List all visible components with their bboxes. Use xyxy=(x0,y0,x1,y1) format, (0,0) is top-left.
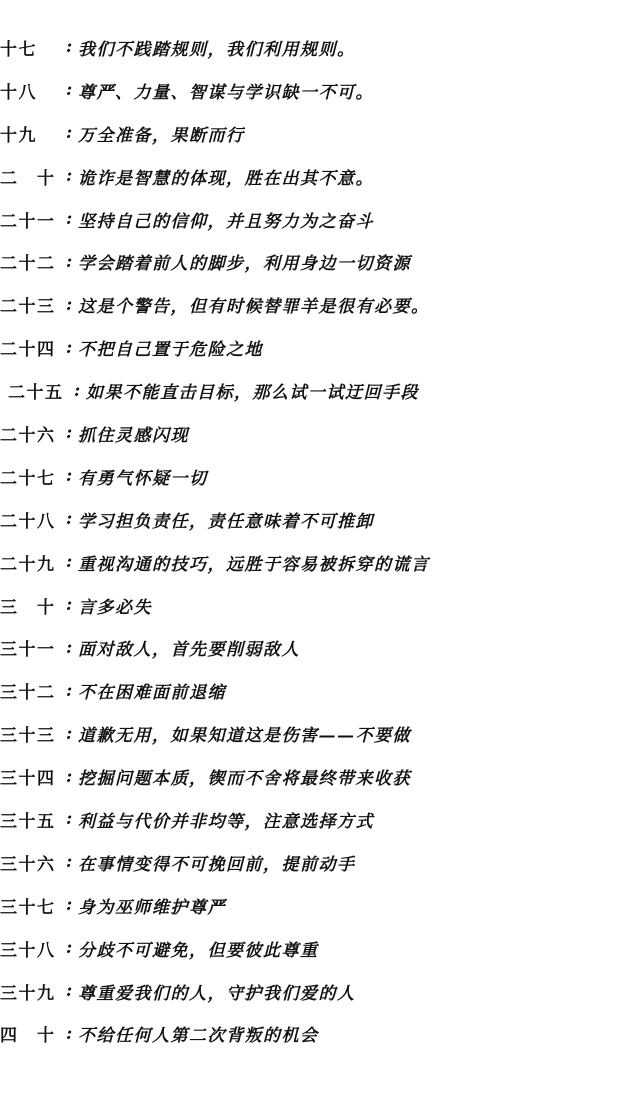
rule-separator: : xyxy=(66,37,74,58)
rule-text: 这是个警告，但有时候替罪羊是很有必要。 xyxy=(78,297,430,318)
rule-line xyxy=(0,712,640,755)
rule-line xyxy=(0,1012,640,1055)
rule-number: 三十六 xyxy=(0,854,56,875)
rule-separator: : xyxy=(66,466,74,487)
rule-separator: : xyxy=(66,852,74,873)
rule-number: 三十四 xyxy=(0,769,56,790)
rule-number: 十七 xyxy=(0,39,37,60)
rule-separator: : xyxy=(74,380,82,401)
rule-separator: : xyxy=(66,680,74,701)
rule-number: 二十一 xyxy=(0,211,56,232)
rule-separator: : xyxy=(66,423,74,444)
rule-separator: : xyxy=(66,80,74,101)
rule-separator: : xyxy=(66,637,74,658)
rule-text: 学习担负责任，责任意味着不可推卸 xyxy=(78,511,374,532)
rule-number: 二十三 xyxy=(0,297,56,318)
rule-text: 抓住灵感闪现 xyxy=(78,425,189,446)
rule-number: 二十六 xyxy=(0,425,56,446)
rule-line xyxy=(0,755,640,798)
rule-separator: : xyxy=(66,938,74,959)
rule-line xyxy=(0,798,640,841)
rule-number: 三 十 xyxy=(0,597,56,618)
rule-separator: : xyxy=(66,552,74,573)
rule-separator: : xyxy=(66,895,74,916)
rule-text: 学会踏着前人的脚步，利用身边一切资源 xyxy=(78,254,411,275)
rule-line xyxy=(0,198,640,241)
rule-line xyxy=(0,155,640,198)
rule-separator: : xyxy=(66,209,74,229)
rule-line xyxy=(0,26,640,69)
rule-number: 二十五 xyxy=(8,383,64,404)
rule-text: 有勇气怀疑一切 xyxy=(78,468,208,489)
rule-separator: : xyxy=(66,337,74,358)
rule-text: 坚持自己的信仰，并且努力为之奋斗 xyxy=(78,211,374,232)
rule-separator: : xyxy=(66,809,74,830)
rule-separator: : xyxy=(66,166,74,187)
rule-text: 尊严、力量、智谋与学识缺一不可。 xyxy=(78,82,374,103)
rule-line xyxy=(0,240,640,283)
rule-text: 不在困难面前退缩 xyxy=(78,683,226,704)
rule-text: 不给任何人第二次背叛的机会 xyxy=(78,1026,319,1047)
rule-number: 十九 xyxy=(0,125,37,146)
rule-number: 二十八 xyxy=(0,511,56,532)
rule-line xyxy=(0,326,640,369)
rule-separator: : xyxy=(66,766,74,787)
rule-separator: : xyxy=(66,981,74,1002)
rule-line xyxy=(0,69,640,112)
rule-line xyxy=(0,369,640,412)
rule-number: 四 十 xyxy=(0,1026,56,1047)
rule-line xyxy=(0,541,640,584)
rule-number: 三十七 xyxy=(0,897,56,918)
rule-line xyxy=(0,584,640,627)
rule-text: 面对敌人，首先要削弱敌人 xyxy=(78,640,300,661)
rule-number: 二十七 xyxy=(0,468,56,489)
rule-text: 我们不践踏规则，我们利用规则。 xyxy=(78,39,356,60)
rule-text: 言多必失 xyxy=(78,597,152,618)
rule-text: 如果不能直击目标，那么试一试迂回手段 xyxy=(86,383,419,404)
rule-line xyxy=(0,283,640,326)
rule-separator: : xyxy=(66,251,74,272)
rule-number: 十八 xyxy=(0,82,37,103)
rule-separator: : xyxy=(66,723,74,744)
rule-line xyxy=(0,112,640,155)
rule-number: 二十九 xyxy=(0,554,56,575)
rule-text: 尊重爱我们的人，守护我们爱的人 xyxy=(78,983,356,1004)
rule-number: 三十一 xyxy=(0,640,56,661)
rule-line xyxy=(0,412,640,455)
rule-number: 二十二 xyxy=(0,254,56,275)
rule-text: 重视沟通的技巧，远胜于容易被拆穿的谎言 xyxy=(78,554,430,575)
rule-line xyxy=(0,455,640,498)
rule-number: 三十三 xyxy=(0,726,56,747)
rule-number: 三十八 xyxy=(0,940,56,961)
rule-text: 万全准备，果断而行 xyxy=(78,125,245,146)
rule-line xyxy=(0,884,640,927)
rule-number: 三十五 xyxy=(0,811,56,832)
rule-text: 道歉无用，如果知道这是伤害——不要做 xyxy=(78,726,411,747)
rule-separator: : xyxy=(66,294,74,315)
rule-text: 分歧不可避免，但要彼此尊重 xyxy=(78,940,319,961)
rule-line xyxy=(0,498,640,541)
rule-text: 诡诈是智慧的体现，胜在出其不意。 xyxy=(78,168,374,189)
rule-number: 二 十 xyxy=(0,168,56,189)
rule-number: 二十四 xyxy=(0,340,56,361)
rule-line xyxy=(0,626,640,669)
rule-separator: : xyxy=(66,123,74,144)
rule-line xyxy=(0,970,640,1013)
rule-separator: : xyxy=(66,1023,74,1044)
rules-document xyxy=(0,26,640,1055)
rule-text: 挖掘问题本质，锲而不舍将最终带来收获 xyxy=(78,769,411,790)
rule-number: 三十九 xyxy=(0,983,56,1004)
rule-text: 身为巫师维护尊严 xyxy=(78,897,226,918)
rule-separator: : xyxy=(66,509,74,530)
rule-line xyxy=(0,669,640,712)
rule-text: 不把自己置于危险之地 xyxy=(78,340,263,361)
rule-line xyxy=(0,841,640,884)
rule-text: 利益与代价并非均等，注意选择方式 xyxy=(78,811,374,832)
rule-number: 三十二 xyxy=(0,683,56,704)
rule-separator: : xyxy=(66,595,74,616)
rule-line xyxy=(0,927,640,970)
rule-text: 在事情变得不可挽回前，提前动手 xyxy=(78,854,356,875)
